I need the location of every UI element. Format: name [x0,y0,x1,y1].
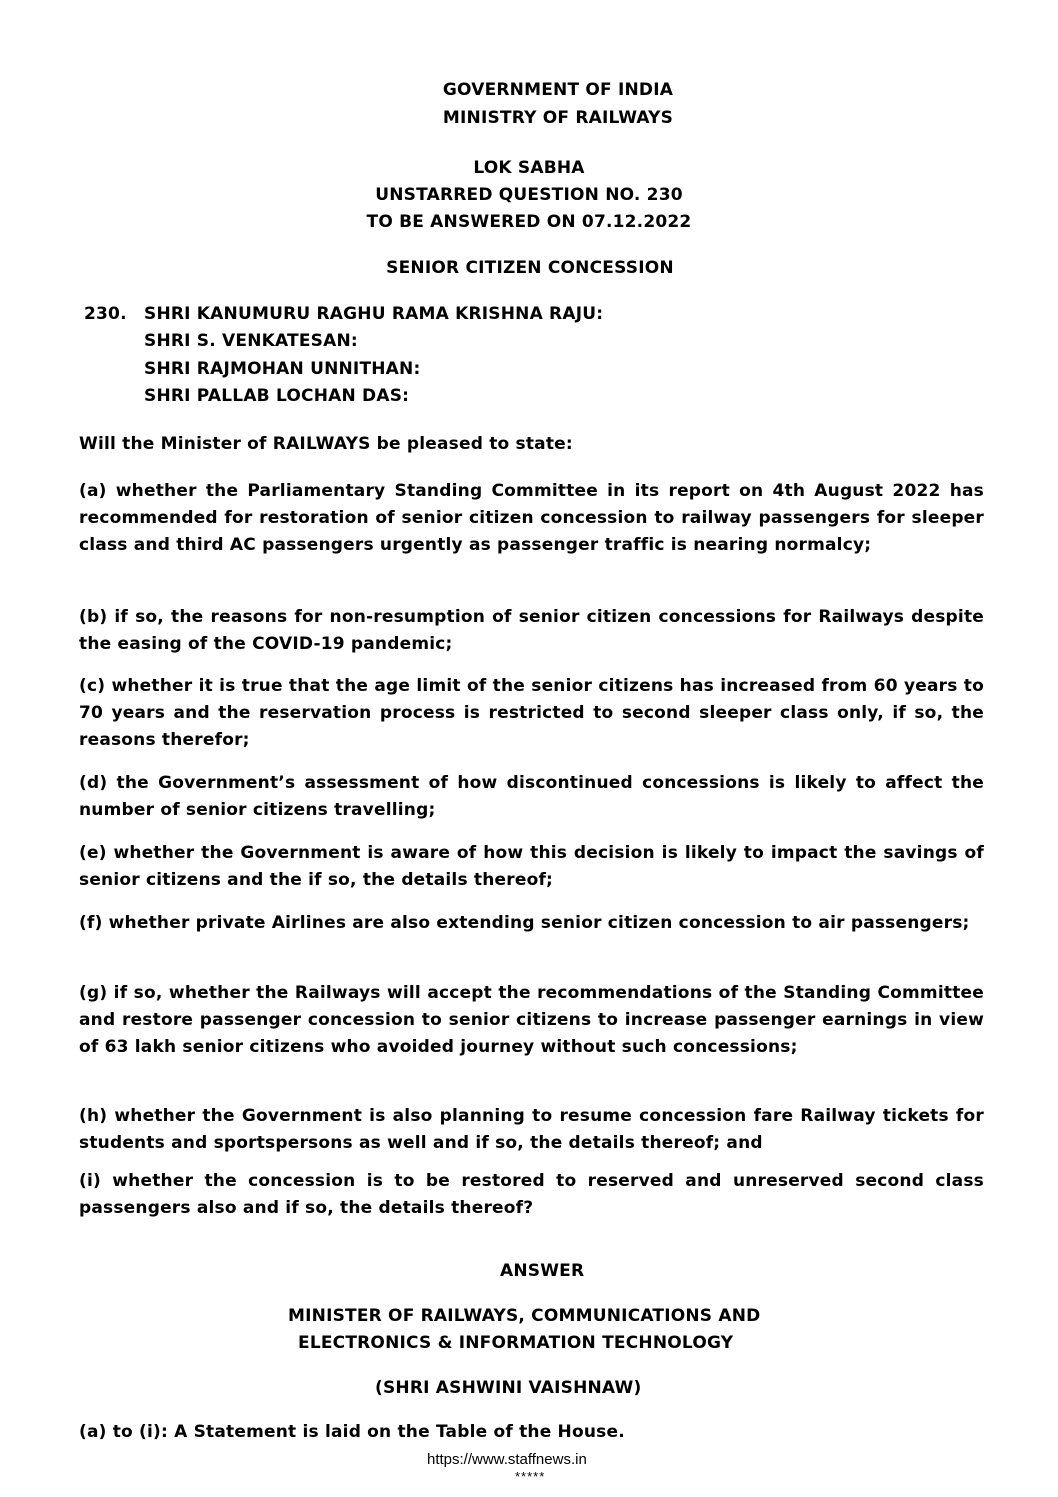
member-name: SHRI S. VENKATESAN: [144,331,358,351]
header-question-no: UNSTARRED QUESTION NO. 230 [375,185,683,205]
answer-heading: ANSWER [500,1261,585,1281]
footer-url: https://www.staffnews.in [427,1451,587,1468]
member-name: SHRI PALLAB LOCHAN DAS: [144,386,410,406]
member-name: SHRI KANUMURU RAGHU RAMA KRISHNA RAJU: [144,304,604,324]
minister-title-line1: MINISTER OF RAILWAYS, COMMUNICATIONS AND [288,1306,761,1326]
question-i: (i) whether the concession is to be restored to reserved and unreserved second class passengers also and if so, the details thereof? [79,1171,984,1218]
minister-name: (SHRI ASHWINI VAISHNAW) [375,1378,642,1398]
header-government: GOVERNMENT OF INDIA [442,80,674,100]
question-number: 230. [84,304,127,324]
footer-stars: ***** [515,1469,546,1484]
question-c: (c) whether it is true that the age limit of the senior citizens has increased from 60 years to 70 years and the reservation process is restricted to second sleeper class only, if so, the reasons therefor; [79,676,984,750]
header-ministry: MINISTRY OF RAILWAYS [442,108,674,128]
intro-line: Will the Minister of RAILWAYS be pleased to state: [79,434,573,454]
question-g: (g) if so, whether the Railways will accept the recommendations of the Standing Committee and restore passenger concession to senior citizens to increase passenger earnings in view of 63 lakh senior citizens who avoided journey without such concessions; [79,983,984,1057]
question-h: (h) whether the Government is also planning to resume concession fare Railway tickets for students and sportspersons as well and if so, the details thereof; and [79,1106,984,1153]
question-a: (a) whether the Parliamentary Standing Committee in its report on 4th August 2022 has recommended for restoration of senior citizen concession to railway passengers for sleeper class and third AC passengers urgently as passenger traffic is nearing normalcy; [79,481,984,555]
header-house: LOK SABHA [473,158,585,178]
subject-title: SENIOR CITIZEN CONCESSION [386,258,674,278]
question-d: (d) the Government’s assessment of how discontinued concessions is likely to affect the number of senior citizens travelling; [79,773,984,820]
question-e: (e) whether the Government is aware of how this decision is likely to impact the savings of senior citizens and the if so, the details thereof; [79,843,984,890]
answer-text: (a) to (i): A Statement is laid on the Table of the House. [79,1422,625,1442]
question-b: (b) if so, the reasons for non-resumption of senior citizen concessions for Railways despite the easing of the COVID-19 pandemic; [79,607,984,654]
minister-title-line2: ELECTRONICS & INFORMATION TECHNOLOGY [298,1333,734,1353]
question-f: (f) whether private Airlines are also extending senior citizen concession to air passengers; [79,913,970,933]
header-answer-date: TO BE ANSWERED ON 07.12.2022 [366,212,692,232]
member-name: SHRI RAJMOHAN UNNITHAN: [144,359,421,379]
